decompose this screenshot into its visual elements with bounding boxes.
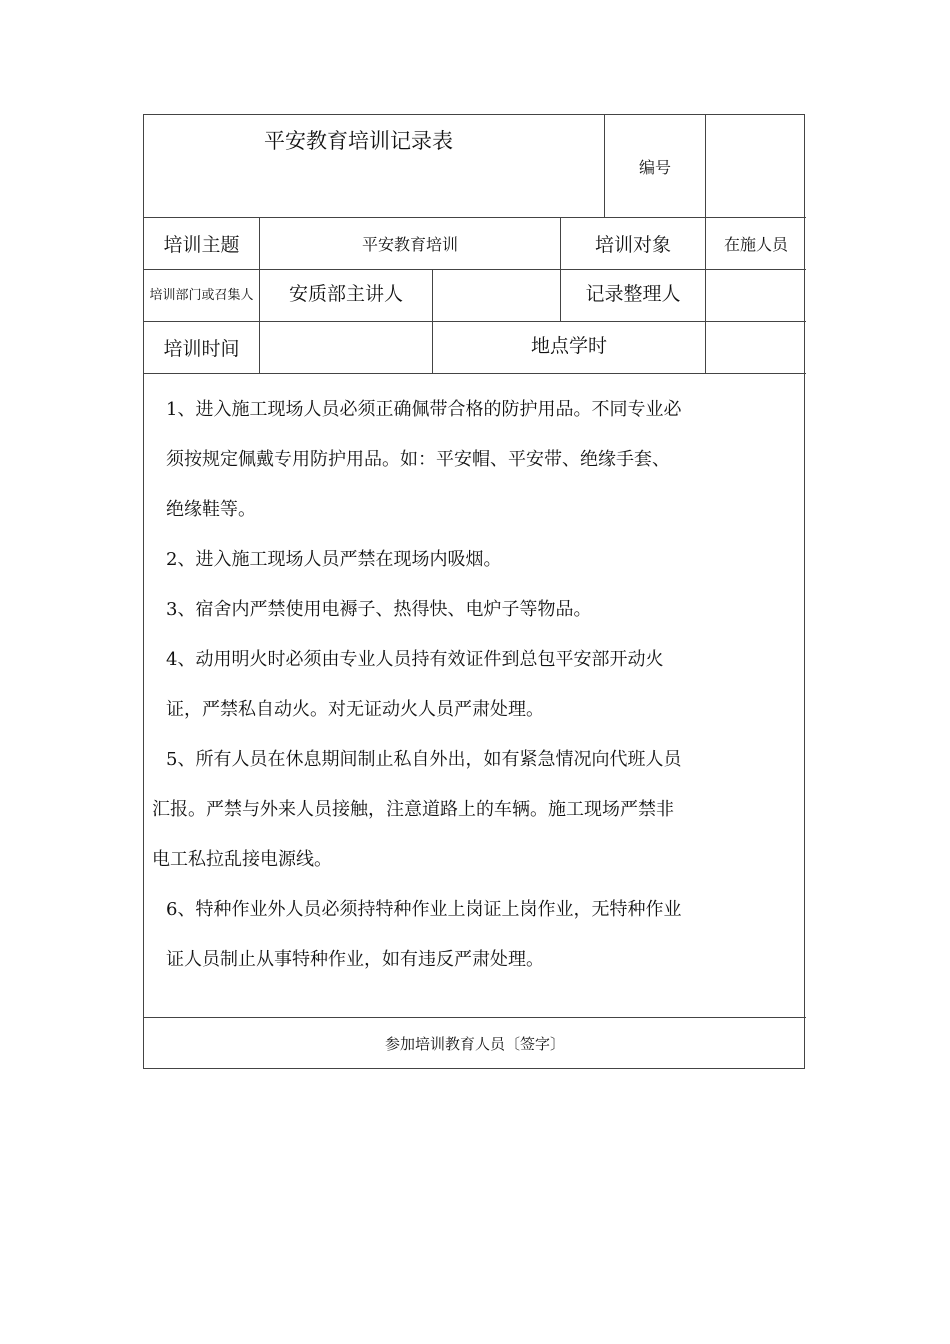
paragraph-line: 证人员制止从事特种作业，如有违反严肃处理。 — [166, 949, 544, 970]
time-label: 培训时间 — [163, 338, 240, 360]
dept-label: 培训部门或召集人 — [149, 287, 254, 303]
paragraph-line: 电工私拉乱接电源线。 — [152, 849, 332, 870]
content-paragraph-6 — [152, 885, 802, 985]
form-title: 平安教育培训记录表 — [264, 129, 453, 153]
content-paragraph-1 — [152, 385, 802, 535]
paragraph-line: 须按规定佩戴专用防护用品。如：平安帽、平安带、绝缘手套、 — [166, 449, 670, 470]
place-hours-label: 地点学时 — [530, 334, 607, 357]
training-content — [152, 385, 802, 985]
number-value — [706, 115, 806, 217]
recorder-value — [706, 270, 806, 321]
paragraph-line: 6、特种作业外人员必须持特种作业上岗证上岗作业，无特种作业 — [166, 899, 682, 920]
number-label: 编号 — [638, 157, 671, 177]
time-value — [260, 322, 432, 373]
paragraph-line: 2、进入施工现场人员严禁在现场内吸烟。 — [166, 549, 502, 570]
recorder-label: 记录整理人 — [585, 282, 681, 305]
paragraph-line: 5、所有人员在休息期间制止私自外出，如有紧急情况向代班人员 — [166, 749, 682, 770]
audience-label: 培训对象 — [594, 234, 671, 256]
paragraph-line: 证，严禁私自动火。对无证动火人员严肃处理。 — [166, 699, 544, 720]
speaker-label: 安质部主讲人 — [288, 282, 403, 305]
topic-label: 培训主题 — [163, 234, 240, 256]
content-paragraph-2 — [152, 535, 802, 585]
topic-value: 平安教育培训 — [361, 235, 458, 254]
paragraph-line: 1、进入施工现场人员必须正确佩带合格的防护用品。不同专业必 — [166, 399, 682, 420]
paragraph-line: 4、动用明火时必须由专业人员持有效证件到总包平安部开动火 — [166, 649, 664, 670]
content-paragraph-4 — [152, 635, 802, 735]
place-hours-value — [706, 322, 806, 373]
speaker-value — [433, 270, 560, 321]
training-record-form — [143, 114, 805, 1069]
row-divider — [144, 373, 806, 374]
signature-label: 参加培训教育人员〔签字〕 — [384, 1034, 565, 1053]
content-paragraph-5 — [152, 735, 802, 885]
audience-value: 在施人员 — [723, 235, 788, 254]
paragraph-line: 汇报。严禁与外来人员接触，注意道路上的车辆。施工现场严禁非 — [152, 799, 674, 820]
paragraph-line: 3、宿舍内严禁使用电褥子、热得快、电炉子等物品。 — [166, 599, 592, 620]
content-paragraph-3 — [152, 585, 802, 635]
paragraph-line: 绝缘鞋等。 — [166, 499, 256, 520]
